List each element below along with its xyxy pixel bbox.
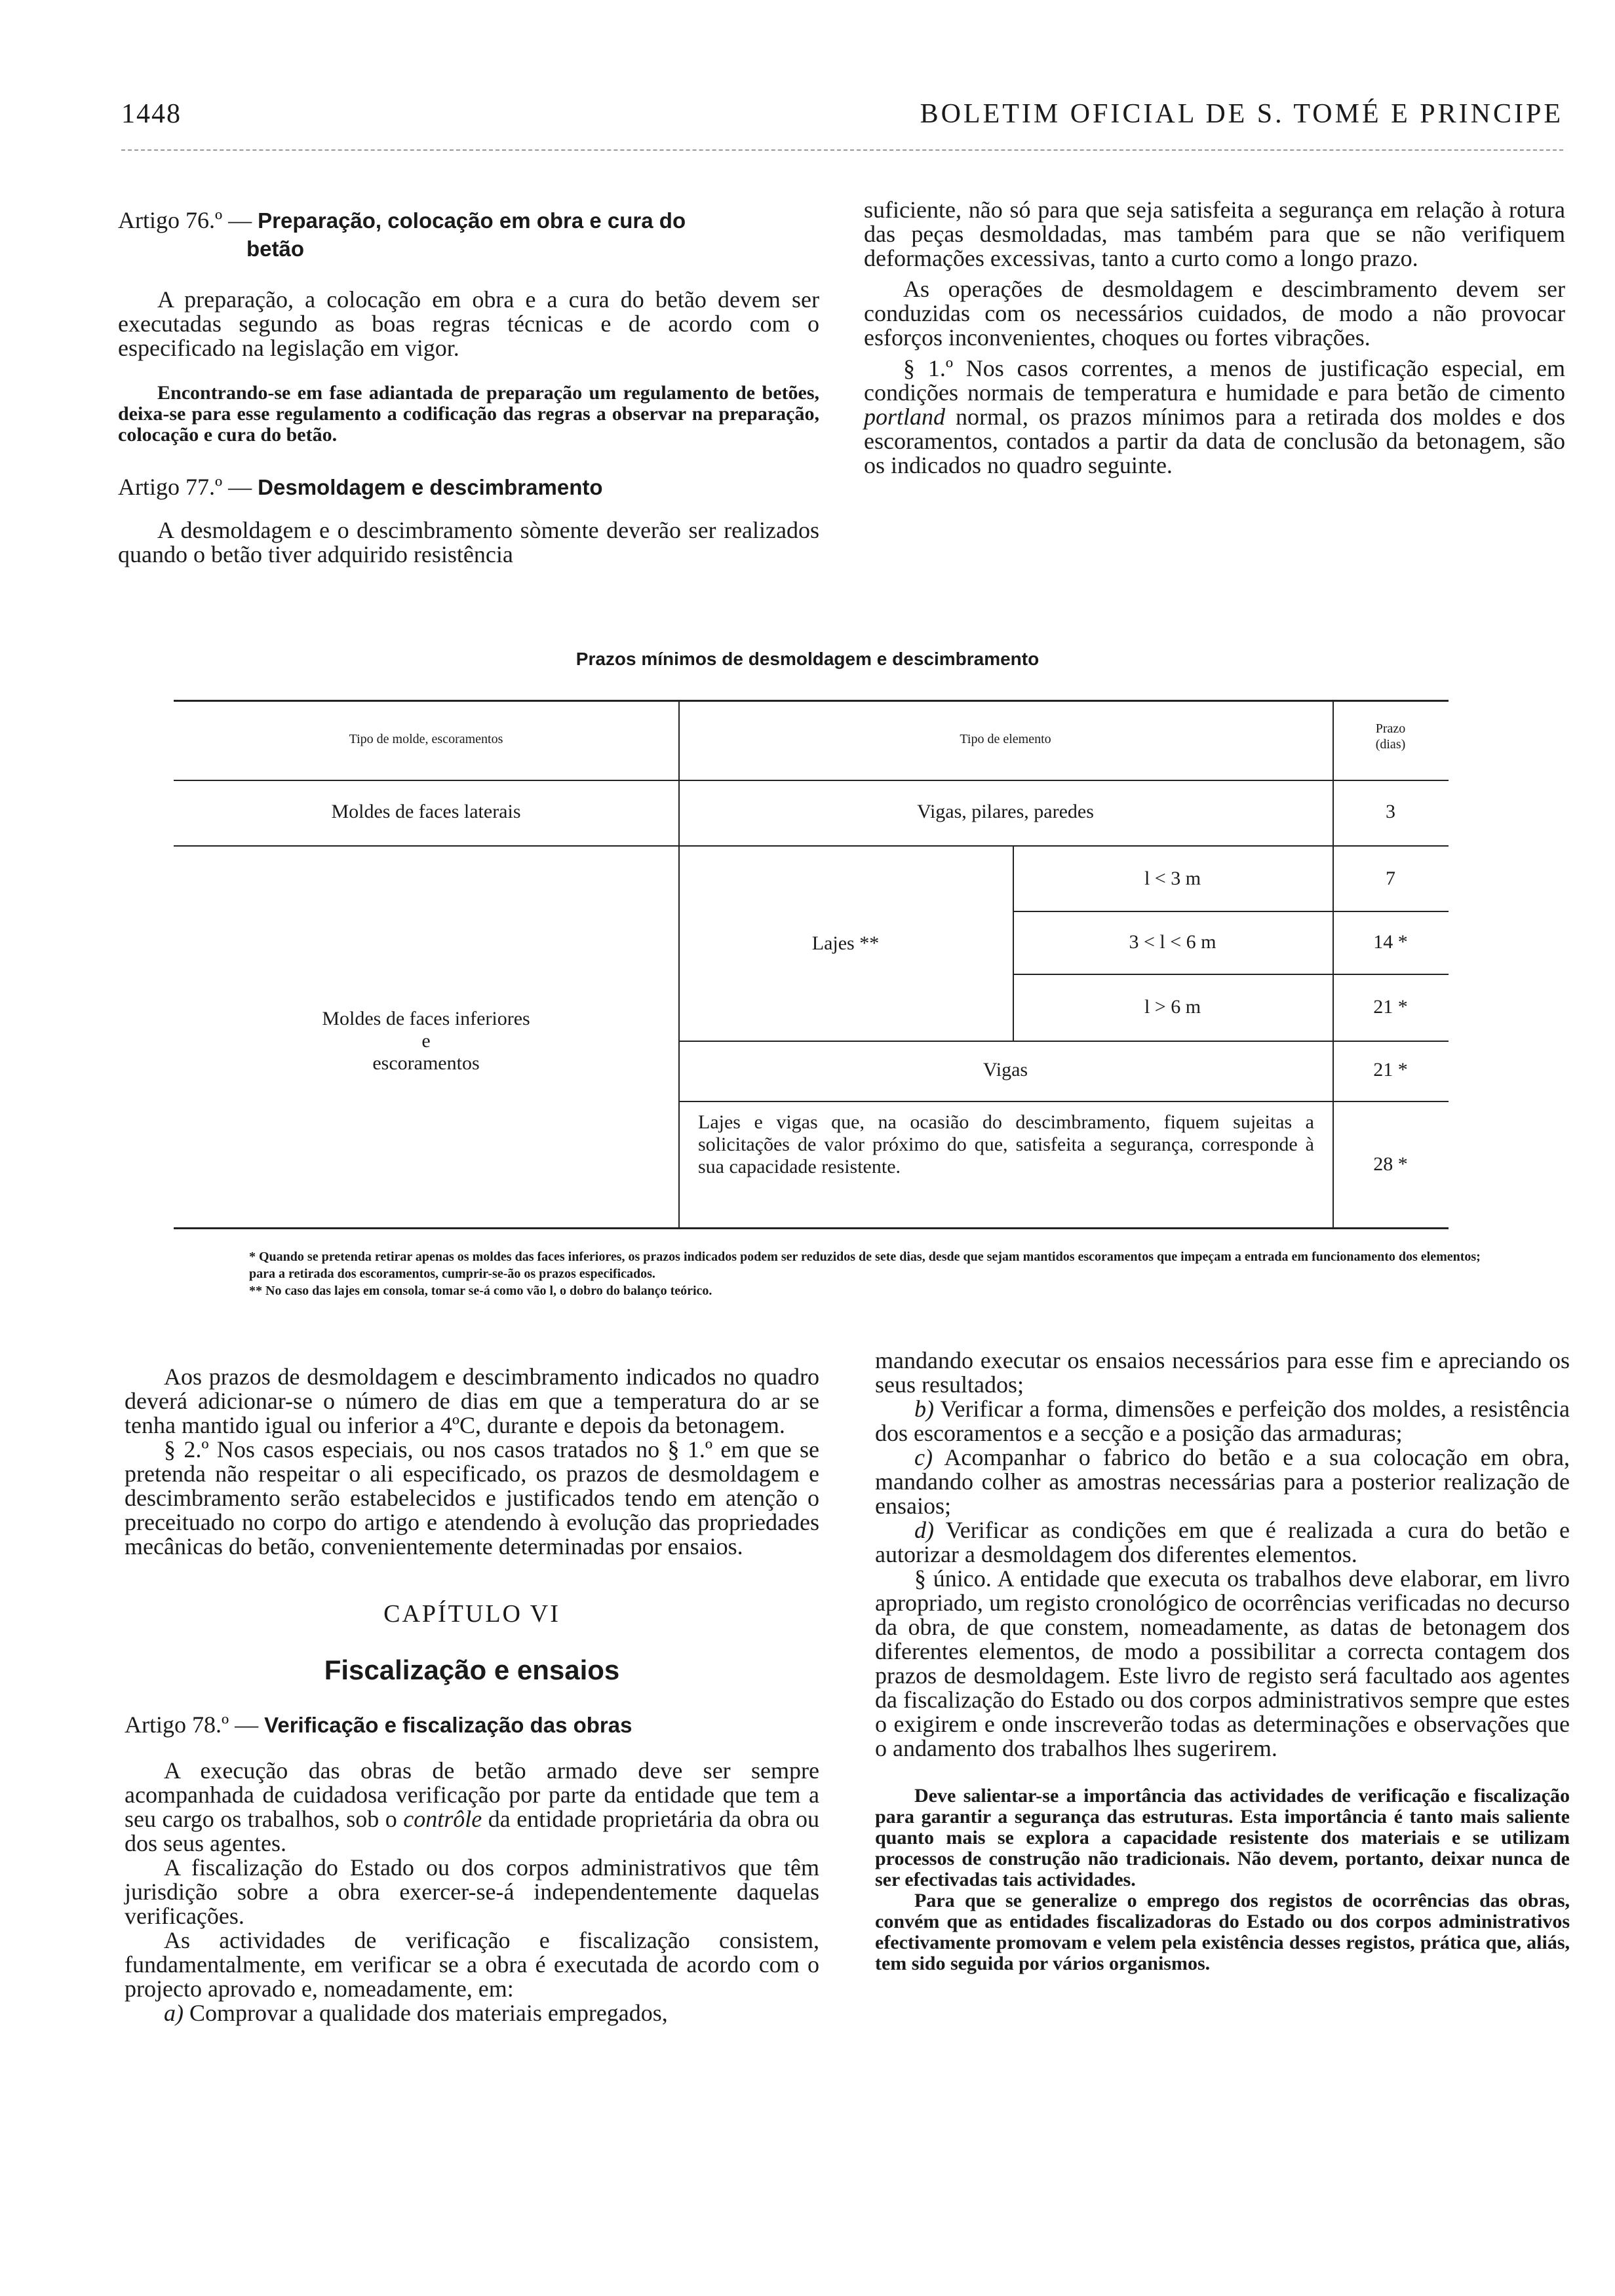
left-bottom-para-5: As actividades de verificação e fiscalização consistem, fundamentalmente, em verificar se a obra é executada de acordo com o projecto aprovado e, nomeadamente, em: — [125, 1927, 819, 2002]
para-3-end: normal, os prazos mínimos para a retirada dos moldes e dos escoramentos, contados a partir da data de conclusão da betonagem, são os indicados no quadro seguinte. — [864, 404, 1565, 478]
para-3-start: A execução das obras de betão armado deve ser sempre acompanhada de cuidadosa verificação por parte da entidade que tem a seu cargo os trabalhos, sob o — [125, 1757, 819, 1832]
right-bottom-item-d — [875, 1518, 1570, 1567]
group2-type — [174, 1008, 678, 1075]
right-bottom-item-b — [875, 1397, 1570, 1445]
item-b-text: Verificar a forma, dimensões e perfeição dos moldes, a resistência dos escoramentos e a secção e a posição das armaduras; — [875, 1396, 1570, 1446]
item-b-letter: b) — [914, 1396, 934, 1422]
left-bottom-para-4: A fiscalização do Estado ou dos corpos administrativos que têm jurisdição sobre a obra exercer-se-á independentemente daquelas verificações. — [125, 1854, 819, 1929]
article-78-label: Artigo 78.º — — [125, 1712, 259, 1738]
item-a-text: Comprovar a qualidade dos materiais empregados, — [189, 2000, 668, 2026]
table-col-rule-1 — [678, 700, 680, 1227]
row1-type: Moldes de faces laterais — [331, 801, 521, 822]
item-d-text: Verificar as condições em que é realizada a cura do betão e autorizar a desmoldagem dos diferentes elementos. — [875, 1517, 1570, 1567]
article-77-heading — [118, 473, 819, 501]
header-col-3-line1: Prazo — [1375, 721, 1406, 736]
table-rule-top — [174, 700, 1449, 702]
right-top-para-1: suficiente, não só para que seja satisfeita a segurança em relação à rotura das peças desmoldadas, mas também para que se não verifiquem deformações excessivas, tanto a curto como a longo prazo. — [864, 197, 1565, 271]
header-col-3 — [1333, 721, 1449, 752]
table-col-rule-2 — [1333, 700, 1334, 1227]
row1-element: Vigas, pilares, paredes — [917, 801, 1094, 822]
lajes-span-1-days: 7 — [1386, 868, 1395, 889]
right-bottom-column — [875, 1349, 1570, 1974]
running-head — [121, 98, 1563, 138]
group2-type-line3: escoramentos — [372, 1052, 480, 1074]
table-rule-header — [174, 780, 1449, 781]
table-footnote-1: * Quando se pretenda retirar apenas os moldes das faces inferiores, os prazos indicados podem ser reduzidos de sete dias, desde que sejam mantidos escoramentos que impeçam a entrada em funcionamento dos elementos; para a retirada dos escoramentos, cumprir-se-ão os prazos especificados. — [249, 1250, 1481, 1281]
article-76-label: Artigo 76.º — — [118, 207, 252, 233]
article-76-heading-line2 — [118, 235, 433, 263]
group2-type-line1: Moldes de faces inferiores — [322, 1008, 530, 1029]
vigas-days: 21 * — [1373, 1059, 1408, 1081]
table-footnote-2: ** No caso das lajes em consola, tomar se-á como vão l, o dobro do balanço teórico. — [249, 1284, 712, 1298]
article-76-title-line2: betão — [246, 237, 304, 261]
article-77-label: Artigo 77.º — — [118, 474, 252, 500]
left-bottom-para-3 — [125, 1759, 819, 1856]
item-c-text: Acompanhar o fabrico do betão e a sua colocação em obra, mandando colher as amostras necessárias para a posterior realização de ensaios; — [875, 1444, 1570, 1519]
right-bottom-para-1: mandando executar os ensaios necessários para esse fim e apreciando os seus resultados; — [875, 1347, 1570, 1398]
left-bottom-item-a — [125, 2001, 819, 2025]
article-77-body: A desmoldagem e o descimbramento sòmente deverão ser realizados quando o betão tiver adquirido resistência — [118, 517, 819, 567]
right-bottom-note-1: Deve salientar-se a importância das actividades de verificação e fiscalização para garantir a segurança das estruturas. Esta importância é tanto mais saliente quanto mais se explora a capacidade resistente dos materiais e se utilizam processos de construção não tradicionais. Não devem, portanto, deixar nunca de ser efectivadas tais actividades. — [875, 1785, 1570, 1890]
right-top-column — [864, 198, 1565, 478]
left-top-column — [118, 206, 819, 567]
table-rule-row1 — [174, 845, 1449, 847]
para-3-emphasis: portland — [864, 404, 946, 430]
article-76-body: A preparação, a colocação em obra e a cura do betão devem ser executadas segundo as boas regras técnicas e de acordo com o especificado na legislação em vigor. — [118, 286, 819, 361]
item-c-letter: c) — [914, 1444, 933, 1470]
publication-title: BOLETIM OFICIAL DE S. TOMÉ E PRINCIPE — [920, 99, 1563, 129]
right-bottom-para-unico: § único. A entidade que executa os trabalhos deve elaborar, em livro apropriado, um registo cronológico de ocorrências verificadas no decurso da obra, de que constem, nomeadamente, as datas de betonagem dos diferentes elementos, de modo a possibilitar a correcta contagem dos prazos de desmoldagem. Este livro de registo será facultado aos agentes da fiscalização do Estado ou dos corpos administrativos sempre que estes o exigirem e onde inscreverão todas as determinações e observações que o andamento dos trabalhos lhes sugerirem. — [875, 1565, 1570, 1761]
item-a-letter: a) — [164, 2000, 184, 2026]
lajes-span-3: l > 6 m — [1144, 996, 1201, 1018]
deadlines-table — [174, 700, 1449, 1231]
para-3-emphasis: contrôle — [403, 1806, 482, 1832]
table-rule-lajes-2 — [1013, 974, 1449, 975]
chapter-title: Fiscalização e ensaios — [324, 1655, 620, 1685]
lajes-span-1: l < 3 m — [1144, 868, 1201, 889]
table-rule-lajes-1 — [1013, 911, 1449, 912]
para-3-end: da entidade proprietária da obra ou dos seus agentes. — [125, 1806, 819, 1856]
article-77-title: Desmoldagem e descimbramento — [258, 475, 603, 499]
article-76-note: Encontrando-se em fase adiantada de preparação um regulamento de betões, deixa-se para esse regulamento a codificação das regras a observar na preparação, colocação e cura do betão. — [118, 382, 819, 446]
right-bottom-note-2: Para que se generalize o emprego dos registos de ocorrências das obras, convém que as entidades fiscalizadoras do Estado ou dos corpos administrativos efectivamente promovam e velem pela existência desses registos, prática que, aliás, tem sido seguida por vários organismos. — [875, 1890, 1570, 1974]
left-bottom-column — [125, 1365, 819, 2025]
table-rule-bottom — [174, 1227, 1449, 1229]
lajes-label: Lajes ** — [811, 932, 880, 954]
header-col-3-line2: (dias) — [1375, 737, 1406, 752]
article-78-title: Verificação e fiscalização das obras — [264, 1713, 632, 1737]
item-d-letter: d) — [914, 1517, 934, 1543]
left-bottom-para-2: § 2.º Nos casos especiais, ou nos casos tratados no § 1.º em que se pretenda não respeitar o ali especificado, os prazos de desmoldagem e descimbramento serão estabelecidos e justificados tendo em atenção o preceituado no corpo do artigo e atendendo à evolução das propriedades mecânicas do betão, convenientemente determinadas por ensaios. — [125, 1436, 819, 1559]
right-bottom-item-c — [875, 1445, 1570, 1518]
left-bottom-para-1: Aos prazos de desmoldagem e descimbramento indicados no quadro deverá adicionar-se o número de dias em que a temperatura do ar se tenha mantido igual ou inferior a 4ºC, durante e depois da betonagem. — [125, 1364, 819, 1438]
right-top-para-3 — [864, 356, 1565, 478]
header-rule — [121, 149, 1563, 151]
group2-type-line2: e — [421, 1030, 431, 1052]
last-element: Lajes e vigas que, na ocasião do descimbramento, fiquem sujeitas a solicitações de valor próximo do que, satisfeita a segurança, corresponde à sua capacidade resistente. — [698, 1111, 1314, 1177]
table-title: Prazos mínimos de desmoldagem e descimbramento — [575, 649, 1040, 669]
table-footnotes — [249, 1248, 1494, 1299]
lajes-span-2: 3 < l < 6 m — [1129, 931, 1216, 953]
right-top-para-2: As operações de desmoldagem e descimbramento devem ser conduzidas com os necessários cuidados, de modo a não provocar esforços inconvenientes, choques ou fortes vibrações. — [864, 276, 1565, 351]
header-col-2: Tipo de elemento — [960, 732, 1051, 746]
para-3-start: § 1.º Nos casos correntes, a menos de justificação especial, em condições normais de temperatura e humidade e para betão de cimento — [864, 355, 1565, 406]
article-76-title: Preparação, colocação em obra e cura do — [258, 208, 686, 233]
last-days: 28 * — [1373, 1153, 1408, 1175]
header-col-1: Tipo de molde, escoramentos — [349, 732, 503, 746]
lajes-span-3-days: 21 * — [1373, 996, 1408, 1018]
page-number: 1448 — [121, 99, 182, 129]
row1-days: 3 — [1386, 801, 1395, 822]
article-76-heading — [118, 206, 819, 235]
article-78-heading — [125, 1711, 819, 1739]
chapter-number: CAPÍTULO VI — [383, 1600, 560, 1628]
vigas-label: Vigas — [983, 1059, 1028, 1081]
lajes-span-2-days: 14 * — [1373, 931, 1408, 953]
